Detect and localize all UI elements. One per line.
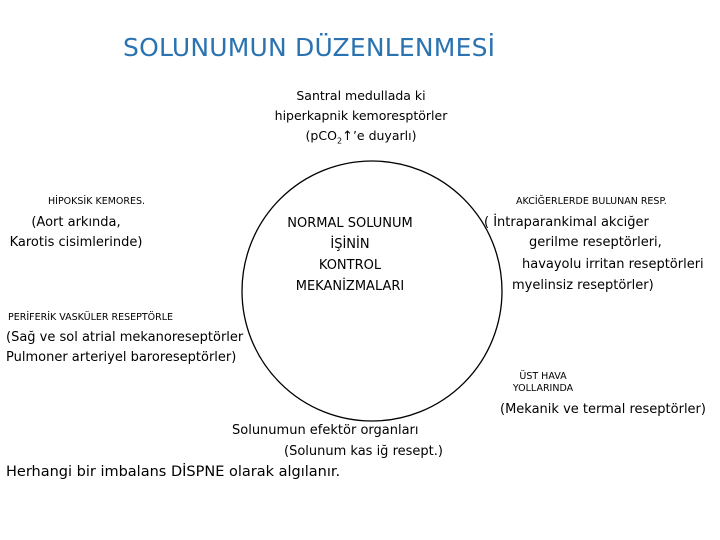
pco-subscript: 2 [336,136,343,146]
lung-line-4: myelinsiz reseptörler) [512,278,654,293]
hypoxic-details [2,213,150,253]
hypoxic-line-1: (Aort arkında, [31,215,121,230]
peripheral-details [6,328,243,368]
central-receptors [250,86,472,152]
center-line-2: İŞİNİN [330,237,370,252]
peripheral-line-1: (Sağ ve sol atrial mekanoreseptörler [6,330,244,345]
upper-airway-line-3: (Mekanik ve termal reseptörler) [500,402,706,417]
lung-line-2: gerilme reseptörleri, [529,235,662,250]
pco-prefix: (pCO [305,128,337,143]
lung-line-3: havayolu irritan reseptörleri [522,257,704,272]
lung-heading: AKCİĞERLERDE BULUNAN RESP. [516,196,667,207]
up-arrow-icon: ↑ [342,129,353,144]
page-title: SOLUNUMUN DÜZENLENMESİ [123,33,496,62]
upper-airway-heading [505,371,581,395]
effector-line-1: Solunumun efektör organları [232,423,419,438]
footer-note: Herhangi bir imbalans DİSPNE olarak algılanır. [6,464,341,480]
center-label [270,213,430,297]
upper-airway-line-2: YOLLARINDA [512,383,574,394]
pco-suffix: ’e duyarlı) [352,128,417,143]
central-line-1: Santral medullada ki [296,88,426,103]
upper-airway-line-1: ÜST HAVA [519,371,567,382]
central-line-3 [250,126,472,152]
center-line-3: KONTROL [318,258,382,273]
hypoxic-line-2: Karotis cisimlerinde) [9,235,143,250]
lung-line-1: ( İntraparankimal akciğer [484,215,649,230]
peripheral-heading: PERİFERİK VASKÜLER RESEPTÖRLE [8,312,174,323]
peripheral-line-2: Pulmoner arteriyel baroreseptörler) [6,350,237,365]
hypoxic-heading: HİPOKSİK KEMORES. [48,196,146,207]
central-line-2: hiperkapnik kemoresptörler [274,108,448,123]
center-line-1: NORMAL SOLUNUM [287,216,413,231]
effector-line-2: (Solunum kas iğ resept.) [284,444,443,459]
center-line-4: MEKANİZMALARI [295,279,405,294]
